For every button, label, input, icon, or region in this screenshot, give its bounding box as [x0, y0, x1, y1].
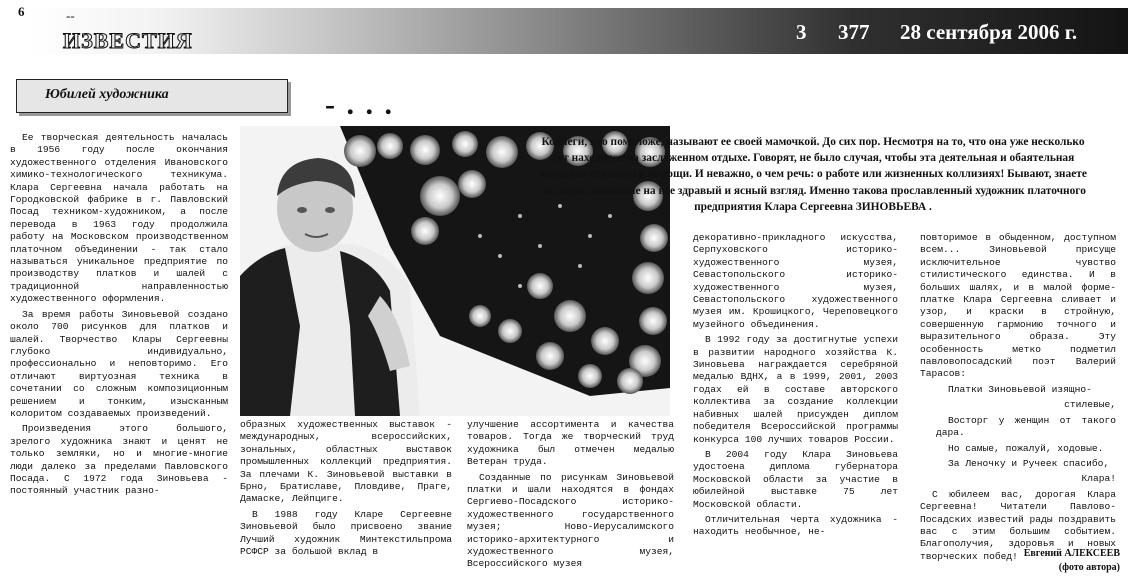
masthead — [0, 0, 1128, 58]
paragraph: повторимое в обыденном, доступном всем... Зиновьевой присуще исключительное чувство стилистического единства. И в больших шалях, и в малой форме-платке Клара Сергеевна сливает и узор, и краски в стройную, совершенную гармонию точного и выразительного образа. Эту особенность метко подметил павловопосадский поэт Валерий Тарасов: — [920, 232, 1116, 380]
paragraph: За время работы Зиновьевой создано около 700 рисунков для платков и шалей. Творчество Клары Сергеевны глубоко индивидуально, профессионально и неповторимо. Его отличают виртуозная техника в сочетании со сложным композиционным решением и тонким, изысканным колоритом создаваемых произведений. — [10, 308, 228, 419]
poem-line-cont: Клара! — [1081, 473, 1116, 485]
poem-line: Восторг у женщин от такого дара. — [936, 414, 1116, 439]
issue-date: 28 сентября 2006 г. — [900, 20, 1078, 44]
text-column-4 — [693, 232, 898, 542]
text-column-2 — [240, 419, 452, 561]
poem-line: Но самые, пожалуй, ходовые. — [948, 442, 1104, 454]
paragraph: улучшение ассортимента и качества товаров. Тогда же творческий труд художника был отмечен медалью Ветеран труда. — [467, 419, 674, 468]
text-column-5 — [920, 232, 1116, 566]
issue-number: 3 — [796, 20, 807, 44]
headline: - . . . — [325, 88, 394, 121]
paragraph: Ее творческая деятельность началась в 1956 году после окончания художественного отделения Ивановского химико-технологического техникума. Клара Сергеевна начала работать на Городковской фабрике в г. Павловский Посад техником-художником, а после перевода в 1963 году продолжила работу на Московском производственном платочном объединении - так стало называться уникальное предприятие по производству платков и шалей с традиционной направленностью художественного оформления. — [10, 132, 228, 305]
author-name: Евгений АЛЕКСЕЕВ — [1023, 548, 1120, 559]
paragraph: Отличительная черта художника - находить необычное, не- — [693, 513, 898, 538]
section-rubric — [16, 79, 288, 113]
poem-line: За Леночку и Ручеек спасибо, — [948, 457, 1110, 469]
paragraph: В 2004 году Клара Зиновьева удостоена диплома губернатора Московской области за участие в юбилейной выставке 75 лет Московской области. — [693, 448, 898, 510]
text-column-3 — [467, 419, 674, 574]
header-dash: -- — [66, 8, 75, 23]
paragraph: Произведения этого большого, зрелого художника знают и ценят не только земляки, но и многие-многие люди далеко за пределами Павловского Посада. С 1972 года Зиновьева - постоянный участник разно- — [10, 423, 228, 497]
issue-total-number: 377 — [838, 20, 870, 44]
paragraph: В 1992 году за достигнутые успехи в развитии народного хозяйства К. Зиновьева награждается серебряной медалью ВДНХ, а в 1999, 2001, 2003 годах ей в составе авторского коллектива за создание коллекции набивных шалей присужден диплом победителя Всероссийской программы конкурса 100 лучших товаров России. — [693, 334, 898, 445]
paragraph: Созданные по рисункам Зиновьевой платки и шали находятся в фондах Сергиево-Посадского историко-художественного государственного музея; Ново-Иерусалимского историко-архитектурного и художественного музея, Всероссийского музея — [467, 471, 674, 570]
article-lead: Коллеги, кто помоложе, называют ее своей мамочкой. До сих пор. Несмотря на то, что она уже несколько лет находится на заслуженном отдыхе. Говорят, не было случая, чтобы эта деятельная и обаятельная женщина отказала в помощи. И неважно, о чем речь: о работе или жизненных коллизиях! Бывают, знаете ли, люди, имеющие на все здравый и ясный взгляд. Именно такова прославленный художник платочного предприятия Клара Сергеевна ЗИНОВЬЕВА . — [539, 136, 1087, 213]
paragraph: образных художественных выставок - международных, всероссийских, зональных, областных выставок промышленных коллекций предприятия. За плечами К. Зиновьевой выставки в Брно, Братиславе, Пловдиве, Праге, Дамаске, Лейпциге. — [240, 419, 452, 505]
paragraph: В 1988 году Кларе Сергеевне Зиновьевой было присвоено звание Лучший художник Минтекстильпрома РСФСР за большой вклад в — [240, 508, 452, 558]
page-number: 6 — [18, 4, 25, 19]
text-column-1 — [10, 132, 228, 501]
newspaper-logo: ИЗВЕСТИЯ — [63, 28, 193, 53]
rubric-label: Юбилей художника — [45, 87, 169, 102]
poem-line: Платки Зиновьевой изящно- — [948, 383, 1092, 395]
paragraph: С юбилеем вас, дорогая Клара Сергеевна! Читатели Павлово-Посадских известий рады поздравить вас с этим большим событием. Благополучия, здоровья и новых творческих побед! — [920, 488, 1116, 562]
photo-credit: (фото автора) — [1058, 562, 1120, 573]
poem-line-cont: стилевые, — [1064, 399, 1116, 411]
paragraph: декоративно-прикладного искусства, Серпуховского историко-художественного музея, Севастопольского историко-художественного музея, Севастопольского художественного музея им. Крошицкого, Череповецкого музейного объединения. — [693, 232, 898, 330]
